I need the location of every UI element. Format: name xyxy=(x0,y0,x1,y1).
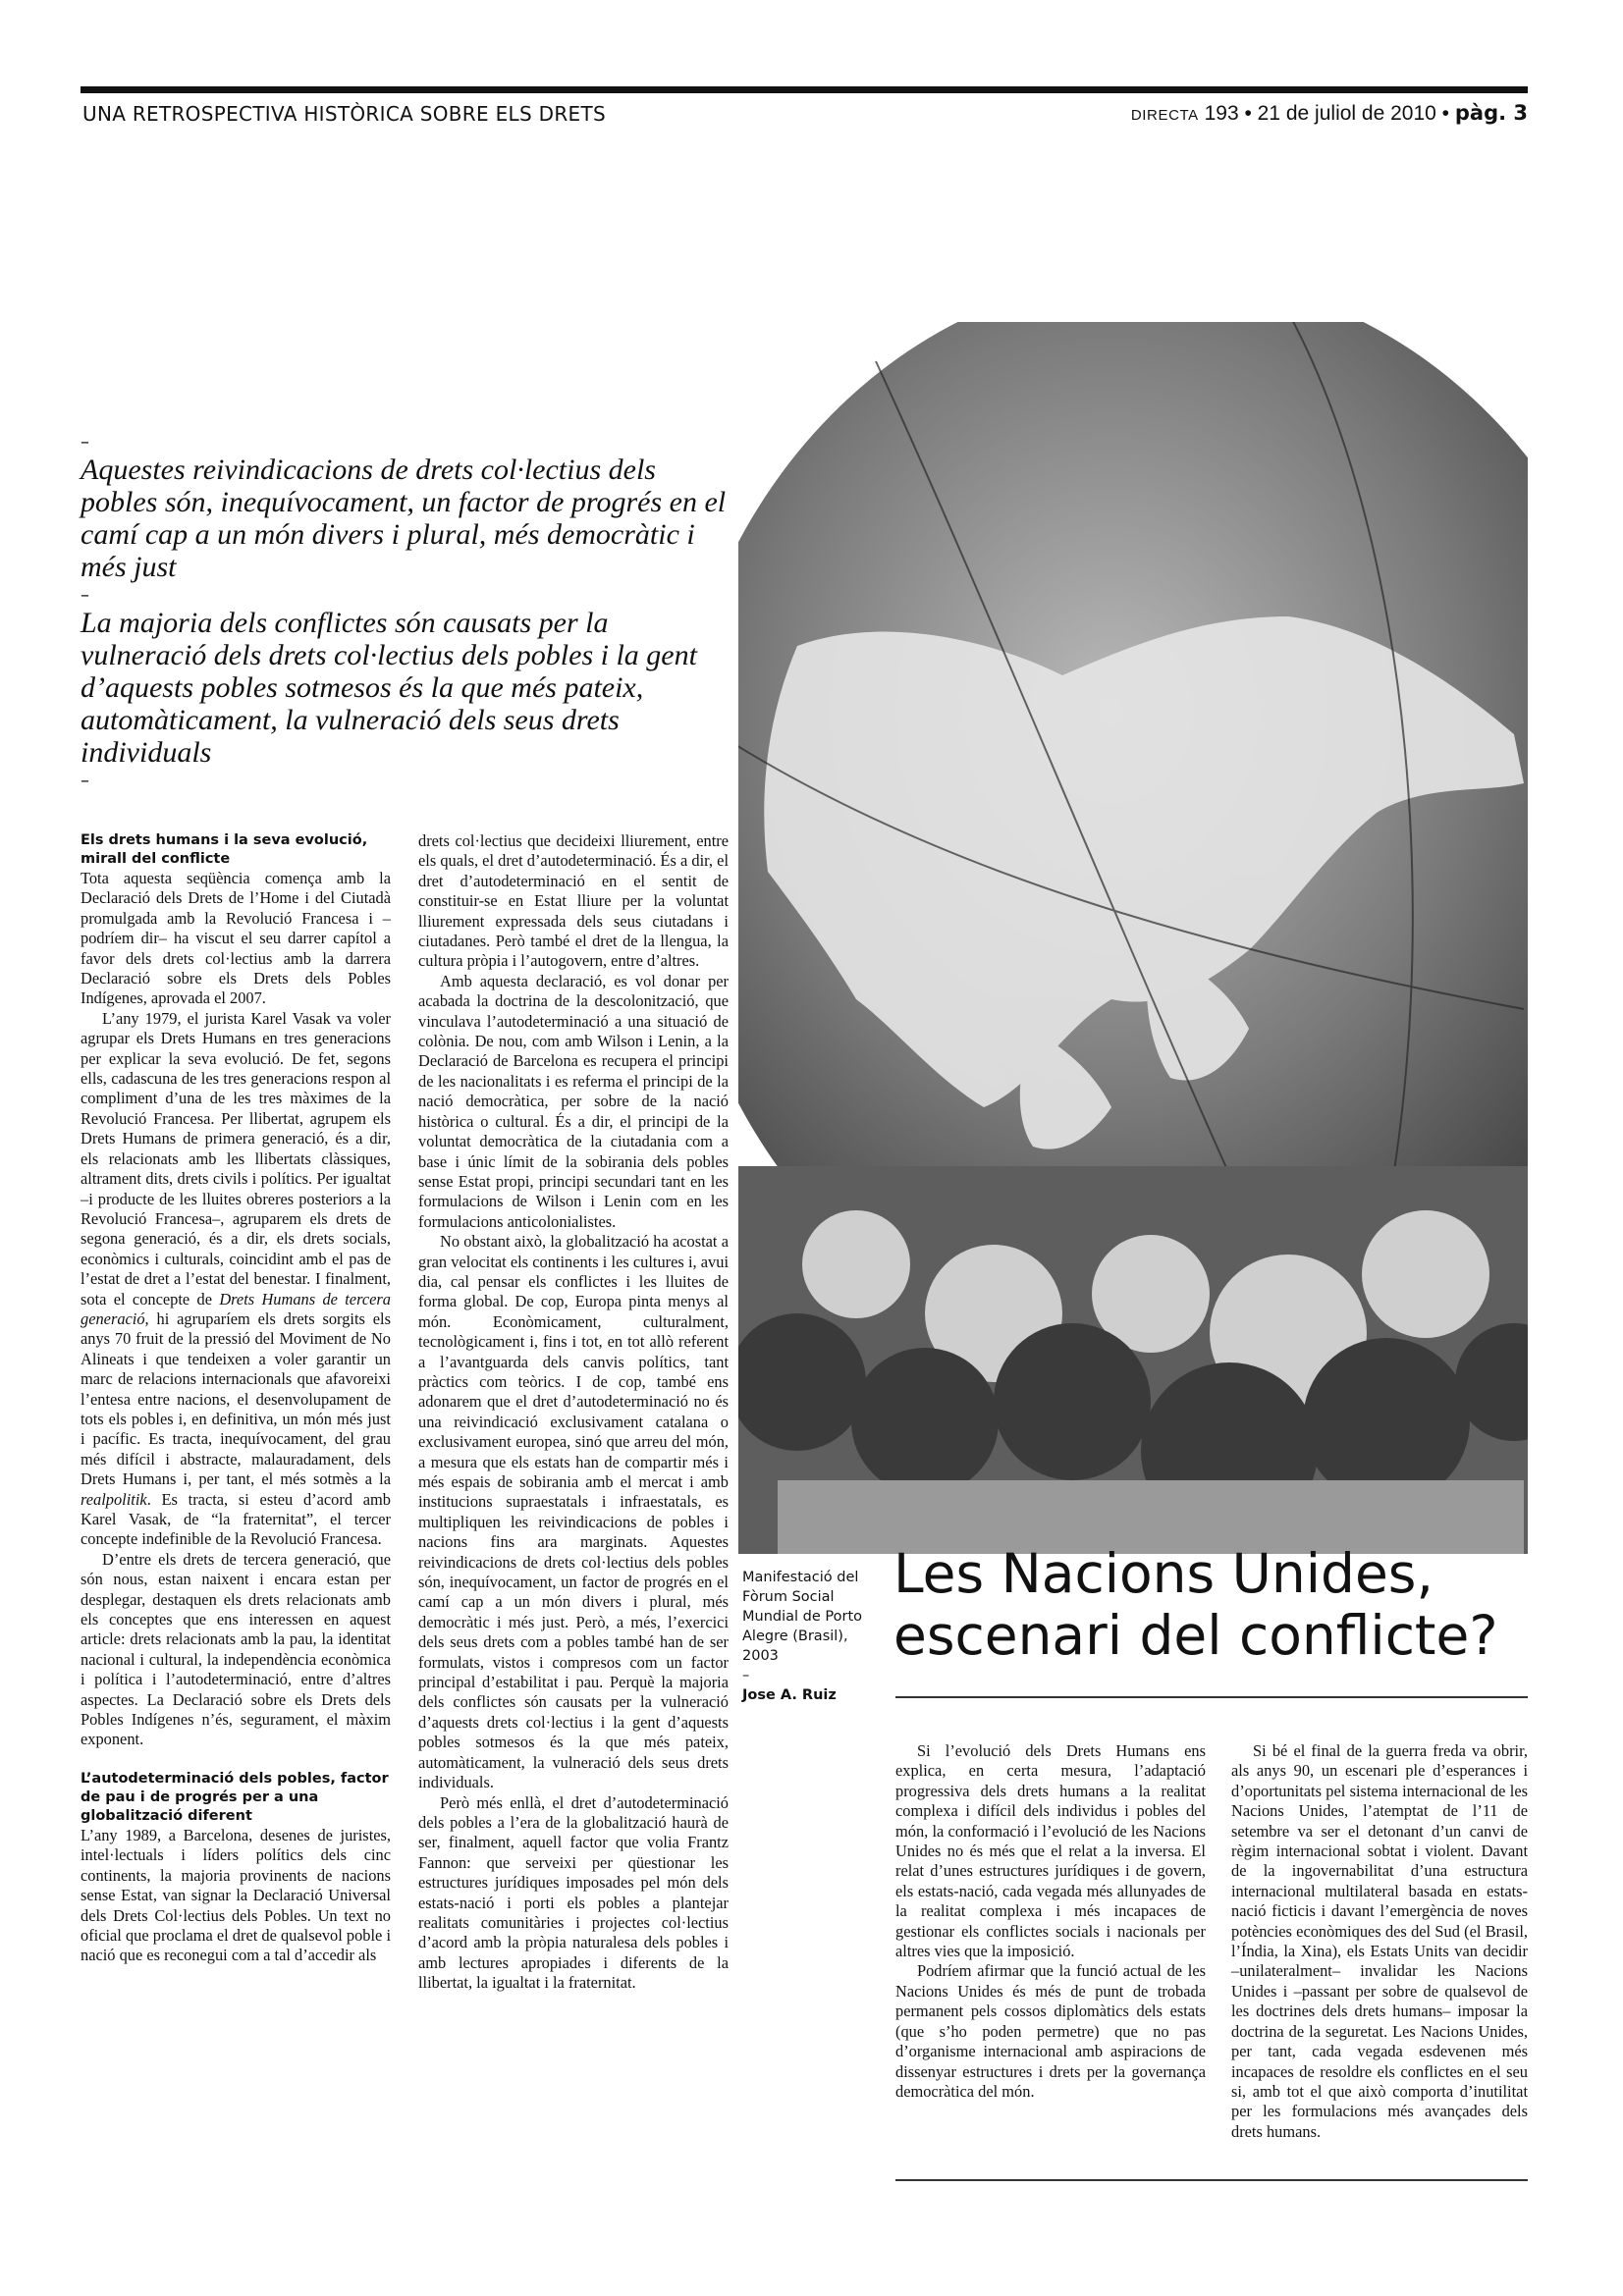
subheading-2: L’autodeterminació dels pobles, factor de pau i de progrés per a una globalització diferent xyxy=(81,1770,389,1824)
paragraph: D’entre els drets de tercera generació, que són nous, estan naixent i encara estan per desplegar, destaquen els drets relacionats amb els conceptes que ens interessen en aquest article: drets relacionats amb la pau, la identitat nacional i cultural, la independència econòmica i política i l’autodeterminació, entre d’altres aspectes. La Declaració sobre els Drets dels Pobles Indígenes n’és, segurament, el màxim exponent. xyxy=(81,1549,391,1749)
photo-credit: Jose A. Ruiz xyxy=(742,1687,837,1703)
bottom-rule xyxy=(895,2179,1528,2181)
paragraph: Tota aquesta seqüència comença amb la Declaració dels Drets de l’Home i del Ciutadà promulgada amb la Revolució Francesa i –podríem dir– ha viscut el seu darrer capítol a favor dels drets col·lectius amb la darrera Declaració sobre els Drets dels Pobles Indígenes, aprovada el 2007. xyxy=(81,869,391,1008)
pull-quote-dash: – xyxy=(81,771,89,791)
paragraph: Però més enllà, el dret d’autodeterminació dels pobles a l’era de la globalització haurà de ser, finalment, aquell factor que volia Frantz Fannon: que serveixi per qüestionar les estructures jurídiques imposades pel món dels estats-nació i porti els pobles a plantejar realitats comunitàries i projectes col·lectius d’acord amb la pròpia naturalesa dels pobles i amb lectures apropiades i diferents de la llibertat, la igualtat i la fraternitat. xyxy=(418,1792,729,1993)
top-rule xyxy=(81,86,1528,93)
text-run: . Es tracta, si esteu d’acord amb Karel Vasak, de “la fraternitat”, el tercer concepte indefinible de la Revolució Francesa. xyxy=(81,1489,391,1549)
globe-crowd-image xyxy=(738,322,1528,1554)
text-run: , hi agruparíem els drets sorgits els anys 70 fruit de la pressió del Moviment de No Alineats i que tendeixen a voler garantir un marc de relacions internacionals que afavoreixi l’entesa entre nacions, el desenvolupament de tots els pobles i, en definitiva, un món més just i pacífic. Es tracta, inequívocament, del grau més difícil i abstracte, malauradament, dels Drets Humans i, per tant, el més sotmès a la xyxy=(81,1308,391,1489)
emphasis: Drets Humans de tercera generació xyxy=(81,1289,391,1328)
globe-photo xyxy=(738,322,1528,1554)
paragraph: Si l’evolució dels Drets Humans ens explica, en certa mesura, l’adaptació progressiva dels drets humans a la realitat complexa i difícil dels individus i pobles del món, la conformació i l’evolució de les Nacions Unides no és més que el relat a la inversa. El relat d’unes estructures jurídiques i de govern, els estats-nació, cada vegada més allunyades de la realitat complexa i més incapaces de gestionar els conflictes socials i nacionals per altres vies que la imposició. xyxy=(895,1741,1206,1961)
issue-info xyxy=(1131,101,1528,126)
paragraph: Amb aquesta declaració, es vol donar per acabada la doctrina de la descolonització, que vinculava l’autodeterminació a una situació de colònia. De nou, com amb Wilson i Lenin, a la Declaració de Barcelona es recupera el principi de les nacionalitats i es referma el principi de la nació democràtica, per sobre de la nació històrica o cultural. És a dir, el principi de la voluntat democràtica de la ciutadania com a base i únic límit de la sobirania dels pobles sense Estat propi, principi secundari tant en les formulacions de Wilson i Lenin com en les formulacions anticolonialistes. xyxy=(418,971,729,1231)
headline-rule xyxy=(895,1696,1528,1698)
caption-text: Manifestació del Fòrum Social Mundial de Porto Alegre (Brasil), 2003 xyxy=(742,1570,862,1664)
photo-caption xyxy=(742,1568,870,1705)
paragraph xyxy=(81,1009,391,1550)
paragraph: Podríem afirmar que la funció actual de les Nacions Unides és més de punt de trobada permanent pels cossos diplomàtics dels estats (que s’ho poden permetre) que no pas d’organisme internacional amb aspiracions de dissenyar estructures i drets per la governança democràtica del món. xyxy=(895,1961,1206,2101)
publication-name: DIRECTA xyxy=(1130,107,1199,124)
pull-quote-2: La majoria dels conflictes són causats per la vulneració dels drets col·lectius dels pobles i la gent d’aquests pobles sotmesos és la que més pateix, automàticament, la vulneració dels seus drets individuals xyxy=(81,607,697,769)
page-number: pàg. 3 xyxy=(1454,101,1528,125)
paragraph: L’any 1989, a Barcelona, desenes de juristes, intel·lectuals i líders polítics dels cinc continents, la majoria provinents de nacions sense Estat, van signar la Declaració Universal dels Drets Col·lectius dels Pobles. Un text no oficial que proclama el dret de qualsevol poble i nació que es reconegui com a tal d’accedir als xyxy=(81,1825,391,1965)
pull-quote-1: Aquestes reivindicacions de drets col·lectius dels pobles són, inequívocament, un factor de progrés en el camí cap a un món divers i plural, més democràtic i més just xyxy=(81,454,727,583)
article-column-1 xyxy=(81,831,391,1966)
emphasis: realpolitik xyxy=(81,1489,147,1509)
pull-quote-dash: – xyxy=(81,432,89,453)
pull-quote-dash: – xyxy=(81,585,89,606)
subheading-1: Els drets humans i la seva evolució, mirall del conflicte xyxy=(81,832,368,867)
pull-quotes xyxy=(81,432,729,792)
issue-date: 193 • 21 de juliol de 2010 • xyxy=(1204,102,1450,125)
article-headline: Les Nacions Unides, escenari del conflicte? xyxy=(893,1542,1498,1667)
article-column-2 xyxy=(418,831,729,1994)
text-run: L’any 1979, el jurista Karel Vasak va voler agrupar els Drets Humans en tres generacions per explicar la seva evolució. De fet, segons ells, cadascuna de les tres generacions respon al compliment d’una de les tres màximes de la Revolució Francesa. Per llibertat, agrupem els Drets Humans de primera generació, és a dir, els relacionats amb les llibertats clàssiques, altrament dits, drets civils i polítics. Per igualtat –i producte de les lluites obreres posteriors a la Revolució Francesa–, agruparem els drets de segona generació, és a dir, els drets socials, econòmics i culturals, coincidint amb el pas de l’estat de dret a l’estat del benestar. I finalment, sota el concepte de xyxy=(81,1008,391,1308)
section-header: UNA RETROSPECTIVA HISTÒRICA SOBRE ELS DRETS xyxy=(82,102,606,126)
article-column-4 xyxy=(1231,1741,1528,2142)
article-column-3 xyxy=(895,1741,1206,2102)
paragraph: drets col·lectius que decideixi lliurement, entre els quals, el dret d’autodeterminació. És a dir, el dret d’autodeterminació en el sentit de constituir-se en Estat lliure per la voluntat lliurement expressada dels seus ciutadans i ciutadanes. Però també el dret de la llengua, la cultura pròpia i l’autogovern, entre d’altres. xyxy=(418,831,729,971)
paragraph: Si bé el final de la guerra freda va obrir, als anys 90, un escenari ple d’esperances i d’oportunitats pel sistema internacional de les Nacions Unides, l’atemptat de l’11 de setembre va ser el detonant d’un canvi de règim internacional sobtat i violent. Davant de la ingovernabilitat d’una estructura internacional multilateral basada en estats-nació ficticis i davant l’emergència de noves potències econòmiques des del Sud (el Brasil, l’Índia, la Xina), els Estats Units van decidir –unilateralment– invalidar les Nacions Unides i –passant per sobre de qualsevol de les doctrines dels drets humans– imposar la doctrina de la seguretat. Les Nacions Unides, per tant, cada vegada esdevenen més incapaces de resoldre els conflictes en el seu si, amb tot el que això comporta d’inutilitat per les formulacions més avançades dels drets humans. xyxy=(1231,1741,1528,2141)
paragraph: No obstant això, la globalització ha acostat a gran velocitat els continents i les cultures i, avui dia, cal pensar els conflictes i les lluites de forma global. De cop, Europa pinta menys al món. Econòmicament, culturalment, tecnològicament i, fins i tot, en tot allò referent a l’avantguarda dels canvis polítics, tant pràctics com teòrics. I de cop, també ens adonarem que el dret d’autodeterminació no és una reivindicació exclusivament catalana o exclusivament europea, sinó que arreu del món, a mesura que els estats han de compartir més i més espais de sobirania amb el mercat i amb institucions supraestatals i infraestatals, es multipliquen les reivindicacions de pobles i nacions fins ara marginats. Aquestes reivindicacions de drets col·lectius dels pobles són, inequívocament, un factor de progrés en el camí cap a un món divers i plural, més democràtic i més just. Però, a més, l’exercici dels seus drets com a pobles també han de ser formulats, vistos i compresos com un factor principal d’estabilitat i pau. Perquè la majoria dels conflictes són causats per la vulneració d’aquests drets col·lectius i la gent d’aquests pobles sotmesos és la que més pateix, automàticament, la vulneració dels seus drets individuals. xyxy=(418,1232,729,1792)
caption-dash: – xyxy=(742,1668,750,1683)
